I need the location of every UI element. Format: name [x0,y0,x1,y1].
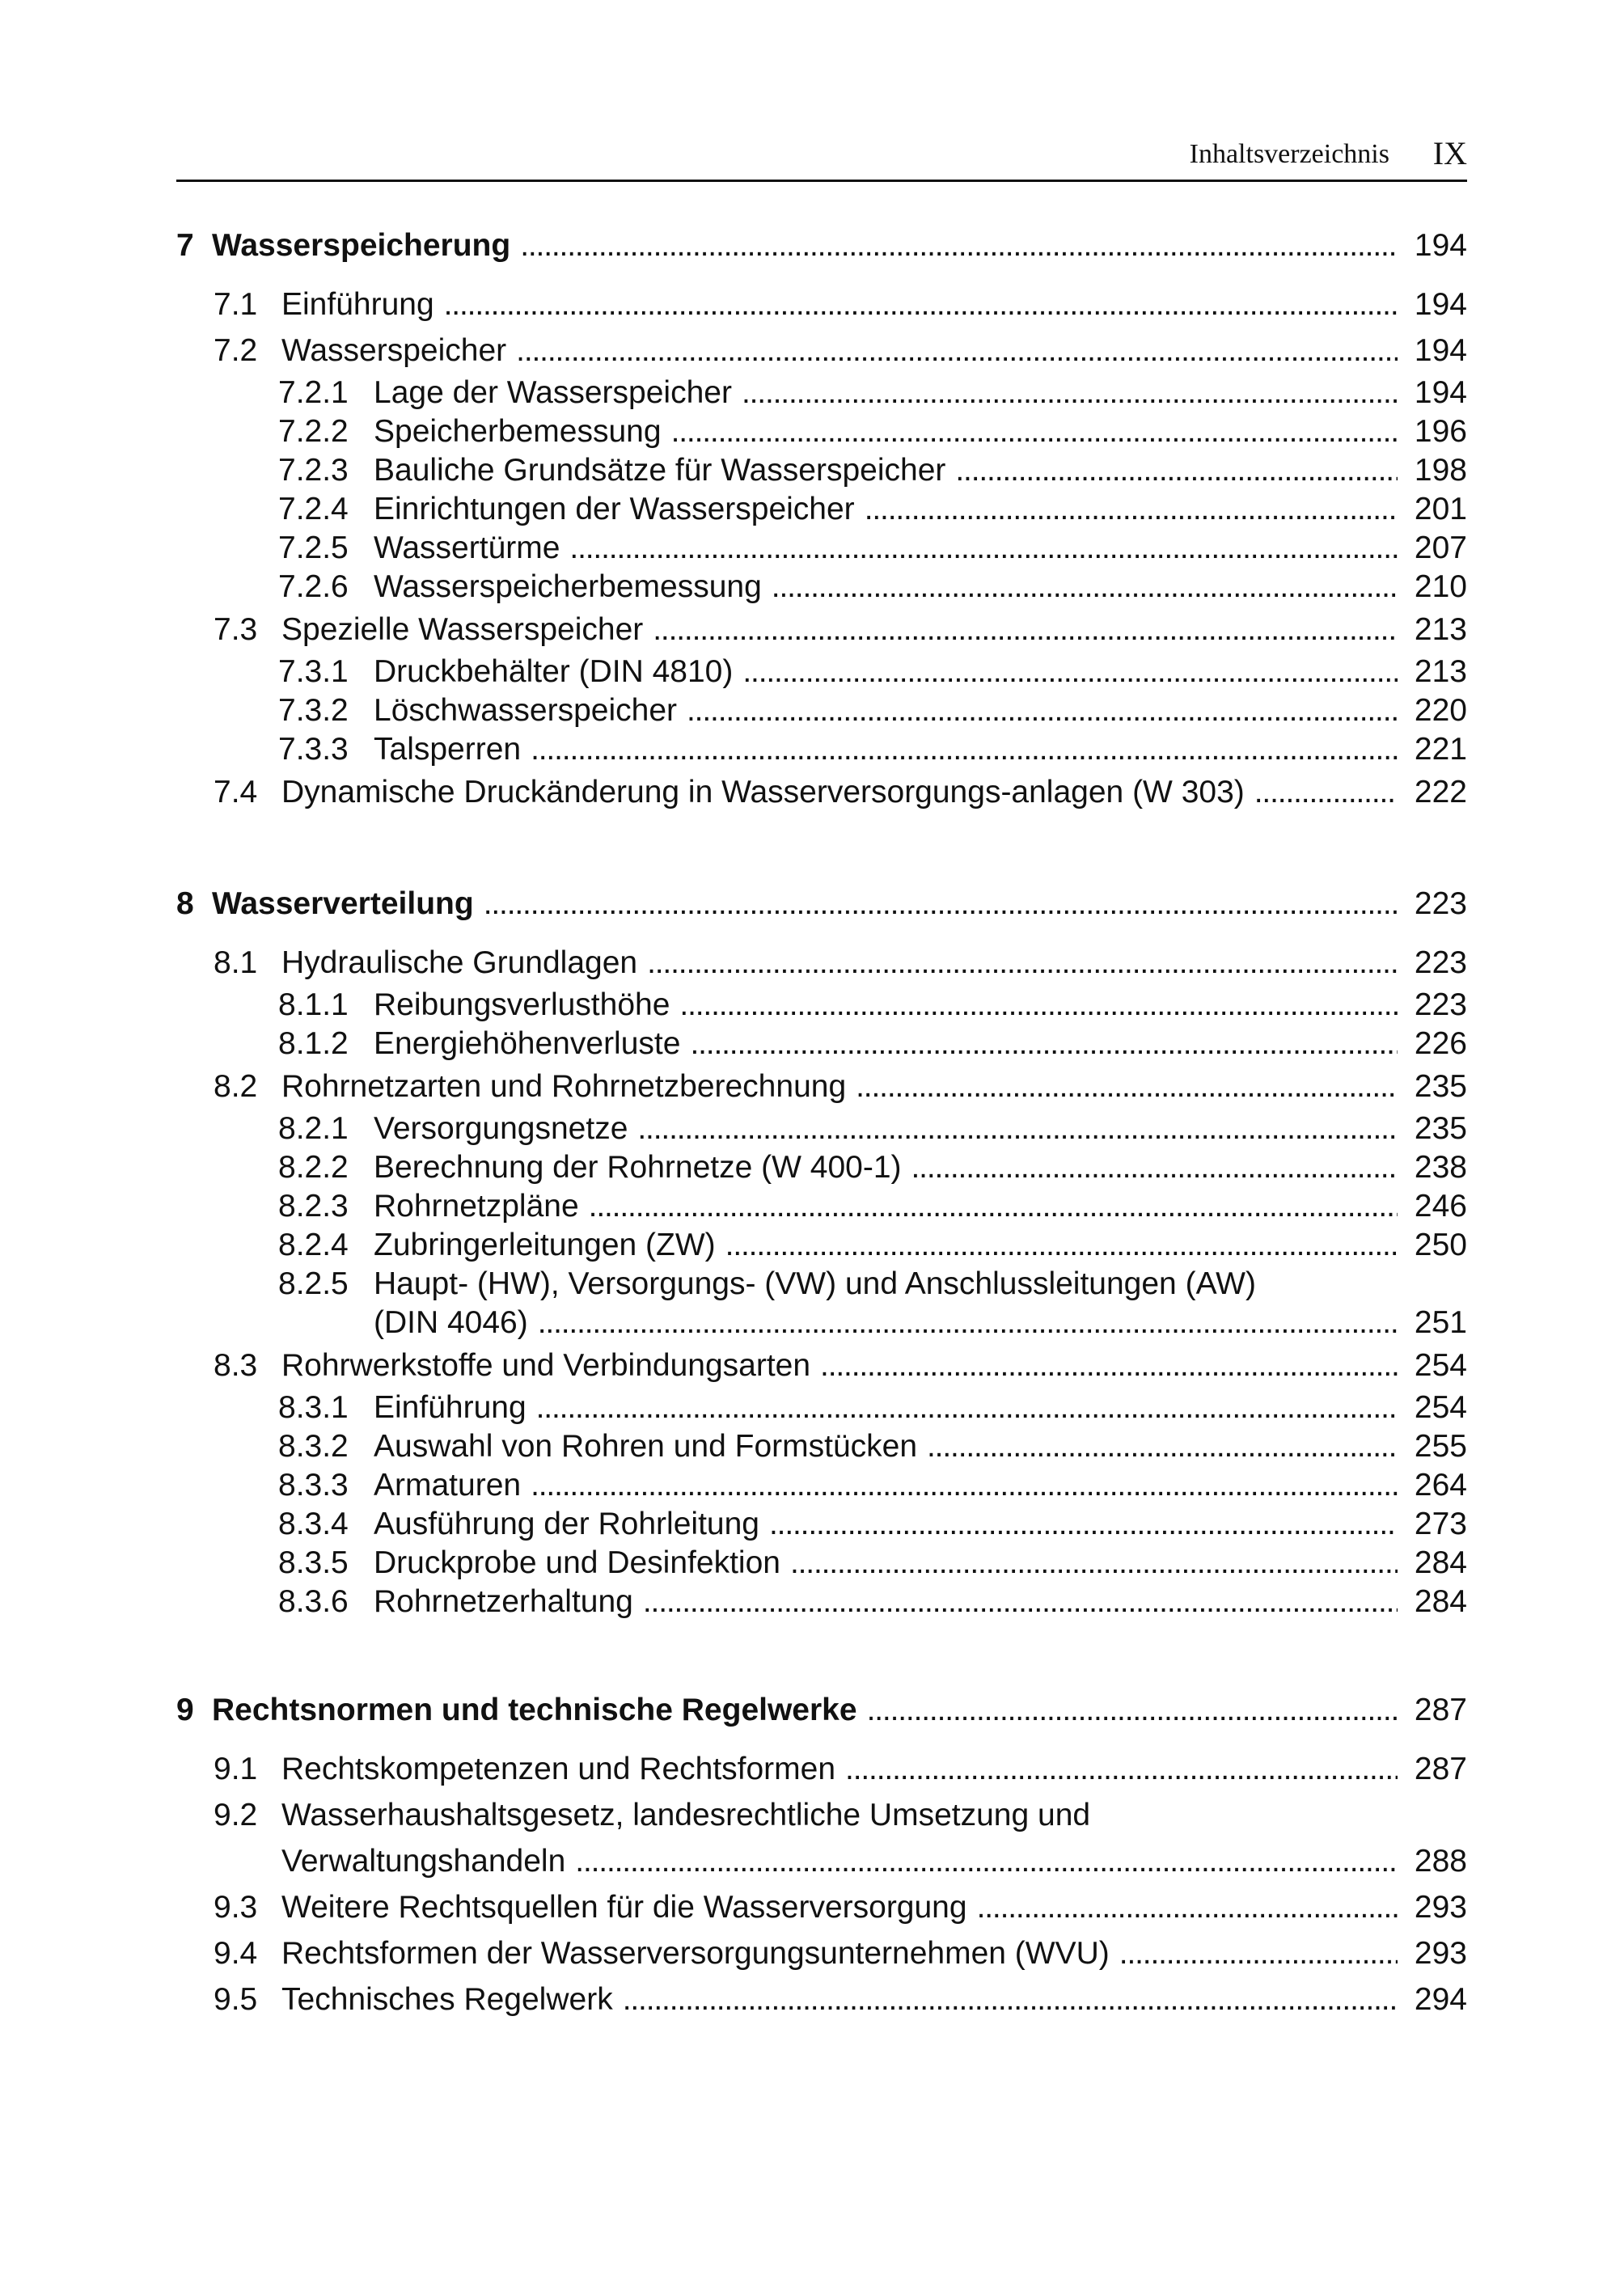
entry-page: 201 [1414,492,1467,526]
entry-number: 8.1.2 [278,1026,349,1061]
toc-entry-l1[interactable] [176,885,1467,924]
chapter-block [176,885,1467,1621]
chapter-block [176,1691,1467,2023]
entry-title: Berechnung der Rohrnetze (W 400-1) [374,1150,902,1185]
entry-number: 7.2.2 [278,414,349,449]
dot-leader [484,885,1398,924]
toc-entry-l3[interactable] [176,568,1467,607]
entry-title: Rechtskompetenzen und Rechtsformen [281,1752,836,1786]
dot-leader [653,607,1398,653]
entry-page: 194 [1414,287,1467,322]
entry-number: 9 [176,1693,194,1727]
table-of-contents [176,226,1467,2092]
toc-entry-line [176,1838,1467,1884]
toc-entry-l3[interactable] [176,1025,1467,1063]
dot-leader [637,1110,1398,1148]
entry-number: 7.4 [214,775,258,809]
toc-entry-l2[interactable] [176,1342,1467,1389]
dot-leader [742,374,1398,412]
entry-title: Spezielle Wasserspeicher [281,612,644,647]
toc-entry-l3[interactable] [176,986,1467,1025]
entry-page: 210 [1414,569,1467,604]
entry-number: 8.1 [214,945,258,980]
entry-title: Wasserspeicherbemessung [374,569,762,604]
toc-entry-l2[interactable] [176,1884,1467,1930]
toc-entry-l3[interactable] [176,730,1467,769]
toc-entry-l3[interactable] [176,1226,1467,1265]
dot-leader [1254,769,1398,815]
toc-entry-l3[interactable] [176,1466,1467,1505]
toc-entry-l3[interactable] [176,1505,1467,1544]
entry-page: 287 [1414,1693,1467,1727]
entry-page: 254 [1414,1348,1467,1383]
entry-number: 9.5 [214,1982,258,2017]
toc-entry-l2[interactable] [176,769,1467,815]
toc-entry-l3[interactable] [176,1427,1467,1466]
entry-page: 207 [1414,530,1467,565]
entry-page: 194 [1414,375,1467,410]
entry-title: Speicherbemessung [374,414,662,449]
entry-page: 246 [1414,1189,1467,1224]
entry-page: 222 [1414,775,1467,809]
toc-entry-l1[interactable] [176,226,1467,265]
dot-leader [671,412,1398,451]
entry-number: 7.2.5 [278,530,349,565]
toc-entry-line [176,1792,1467,1838]
dot-leader [444,281,1398,328]
entry-number: 8.2.3 [278,1189,349,1224]
toc-entry-l3[interactable] [176,1583,1467,1621]
entry-number: 8.2.4 [278,1228,349,1262]
entry-title: Technisches Regelwerk [281,1982,613,2017]
entry-number: 8.1.1 [278,987,349,1022]
entry-title: Versorgungsnetze [374,1111,628,1146]
entry-number: 7.1 [214,287,258,322]
toc-entry-l3[interactable] [176,451,1467,490]
entry-number: 8.3.6 [278,1584,349,1619]
toc-entry-l3[interactable] [176,490,1467,529]
toc-entry-l2[interactable] [176,1976,1467,2023]
entry-page: 238 [1414,1150,1467,1185]
toc-entry-l3[interactable] [176,529,1467,568]
entry-title: Wasserspeicher [281,333,507,368]
dot-leader [531,1466,1398,1505]
dot-leader [790,1544,1398,1583]
toc-entry-line [176,1265,1467,1304]
entry-page: 235 [1414,1069,1467,1104]
entry-number: 7.2.6 [278,569,349,604]
entry-title: Dynamische Druckänderung in Wasserversorgungs-anlagen (W 303) [281,775,1245,809]
toc-entry-l3[interactable] [176,1187,1467,1226]
entry-title: Wasserverteilung [212,886,474,921]
entry-page: 255 [1414,1429,1467,1464]
header-title: Inhaltsverzeichnis [1189,139,1389,169]
dot-leader [647,940,1398,986]
entry-page: 284 [1414,1545,1467,1580]
entry-page: 223 [1414,945,1467,980]
entry-title: Energiehöhenverluste [374,1026,681,1061]
entry-number: 8.2 [214,1069,258,1104]
toc-entry-l3[interactable] [176,1544,1467,1583]
entry-number: 7.3.1 [278,654,349,689]
entry-number: 8.3.1 [278,1390,349,1425]
entry-page: 194 [1414,333,1467,368]
entry-page: 221 [1414,732,1467,767]
toc-entry-l1[interactable] [176,1691,1467,1730]
entry-number: 7.3.3 [278,732,349,767]
entry-title: Rohrnetzerhaltung [374,1584,633,1619]
dot-leader [742,653,1398,691]
entry-title: Wasserspeicherung [212,228,511,263]
entry-number: 8.3.2 [278,1429,349,1464]
toc-entry-l3[interactable] [176,1265,1467,1342]
entry-title-continued: Verwaltungshandeln [281,1844,566,1879]
dot-leader [955,451,1398,490]
entry-page: 213 [1414,612,1467,647]
chapter-block [176,226,1467,815]
toc-entry-l2[interactable] [176,1930,1467,1976]
entry-title: Rohrnetzpläne [374,1189,579,1224]
entry-title: Reibungsverlusthöhe [374,987,670,1022]
dot-leader [772,568,1398,607]
entry-number: 7.2.1 [278,375,349,410]
dot-leader [520,226,1398,265]
entry-title: Auswahl von Rohren und Formstücken [374,1429,918,1464]
entry-number: 9.2 [214,1798,258,1832]
dot-leader [589,1187,1398,1226]
entry-page: 273 [1414,1507,1467,1541]
entry-title: Rechtsnormen und technische Regelwerke [212,1693,857,1727]
entry-number: 8.3.4 [278,1507,349,1541]
dot-leader [575,1838,1398,1884]
toc-entry-line [176,1304,1467,1342]
entry-number: 8.3.3 [278,1468,349,1503]
toc-entry-l2[interactable] [176,1746,1467,1792]
entry-page: 196 [1414,414,1467,449]
entry-title: Rohrnetzarten und Rohrnetzberechnung [281,1069,847,1104]
toc-entry-l3[interactable] [176,1148,1467,1187]
dot-leader [690,1025,1398,1063]
entry-number: 8.3.5 [278,1545,349,1580]
entry-page: 223 [1414,987,1467,1022]
entry-number: 8.2.5 [278,1266,349,1301]
entry-number: 7.2.3 [278,453,349,488]
entry-title: Lage der Wasserspeicher [374,375,732,410]
toc-entry-l3[interactable] [176,653,1467,691]
entry-page: 198 [1414,453,1467,488]
toc-entry-l3[interactable] [176,1389,1467,1427]
entry-title: Rechtsformen der Wasserversorgungsunternehmen (WVU) [281,1936,1110,1971]
entry-page: 287 [1414,1752,1467,1786]
entry-page: 293 [1414,1936,1467,1971]
entry-number: 7.2 [214,333,258,368]
toc-entry-l3[interactable] [176,691,1467,730]
dot-leader [687,691,1398,730]
entry-page: 254 [1414,1390,1467,1425]
entry-number: 8.3 [214,1348,258,1383]
dot-leader [867,1691,1398,1730]
toc-entry-l2[interactable] [176,281,1467,328]
entry-page: 251 [1414,1305,1467,1340]
dot-leader [856,1063,1398,1110]
entry-title: Zubringerleitungen (ZW) [374,1228,716,1262]
entry-page: 250 [1414,1228,1467,1262]
dot-leader [927,1427,1398,1466]
dot-leader [569,529,1398,568]
dot-leader [725,1226,1398,1265]
entry-page: 213 [1414,654,1467,689]
toc-entry-l3[interactable] [176,1110,1467,1148]
entry-title: Druckbehälter (DIN 4810) [374,654,734,689]
entry-title: Wassertürme [374,530,560,565]
entry-page: 220 [1414,693,1467,728]
entry-number: 8.2.1 [278,1111,349,1146]
entry-title: Haupt- (HW), Versorgungs- (VW) und Anschlussleitungen (AW) [374,1266,1256,1301]
dot-leader [516,328,1398,374]
dot-leader [536,1389,1398,1427]
entry-title: Wasserhaushaltsgesetz, landesrechtliche Umsetzung und [281,1798,1091,1832]
dot-leader [865,490,1398,529]
entry-title: Ausführung der Rohrleitung [374,1507,759,1541]
toc-entry-l2[interactable] [176,1063,1467,1110]
entry-number: 9.3 [214,1890,258,1925]
dot-leader [911,1148,1398,1187]
entry-number: 7.3.2 [278,693,349,728]
entry-number: 9.4 [214,1936,258,1971]
entry-page: 226 [1414,1026,1467,1061]
entry-number: 8.2.2 [278,1150,349,1185]
entry-title: Talsperren [374,732,522,767]
entry-title: Einführung [374,1390,527,1425]
dot-leader [623,1976,1398,2023]
entry-page: 284 [1414,1584,1467,1619]
entry-title: Hydraulische Grundlagen [281,945,638,980]
entry-title: Löschwasserspeicher [374,693,678,728]
entry-title: Bauliche Grundsätze für Wasserspeicher [374,453,946,488]
entry-page: 293 [1414,1890,1467,1925]
entry-title: Einführung [281,287,434,322]
entry-title: Armaturen [374,1468,522,1503]
entry-title-continued: (DIN 4046) [374,1305,528,1340]
entry-page: 235 [1414,1111,1467,1146]
entry-page: 288 [1414,1844,1467,1879]
entry-page: 223 [1414,886,1467,921]
dot-leader [820,1342,1398,1389]
entry-page: 294 [1414,1982,1467,2017]
dot-leader [1119,1930,1398,1976]
toc-entry-l2[interactable] [176,1792,1467,1884]
entry-number: 8 [176,886,194,921]
dot-leader [769,1505,1398,1544]
entry-title: Einrichtungen der Wasserspeicher [374,492,855,526]
running-header [176,134,1467,182]
dot-leader [977,1884,1398,1930]
entry-page: 264 [1414,1468,1467,1503]
entry-number: 7 [176,228,194,263]
dot-leader [538,1304,1398,1342]
dot-leader [643,1583,1398,1621]
entry-title: Weitere Rechtsquellen für die Wasserversorgung [281,1890,967,1925]
entry-title: Druckprobe und Desinfektion [374,1545,780,1580]
toc-entry-l3[interactable] [176,374,1467,412]
dot-leader [679,986,1398,1025]
toc-entry-l3[interactable] [176,412,1467,451]
entry-number: 9.1 [214,1752,258,1786]
dot-leader [845,1746,1398,1792]
entry-number: 7.2.4 [278,492,349,526]
dot-leader [531,730,1398,769]
toc-entry-l2[interactable] [176,328,1467,374]
entry-title: Rohrwerkstoffe und Verbindungsarten [281,1348,811,1383]
toc-entry-l2[interactable] [176,607,1467,653]
entry-number: 7.3 [214,612,258,647]
entry-page: 194 [1414,228,1467,263]
toc-entry-l2[interactable] [176,940,1467,986]
header-page-number: IX [1432,135,1467,171]
